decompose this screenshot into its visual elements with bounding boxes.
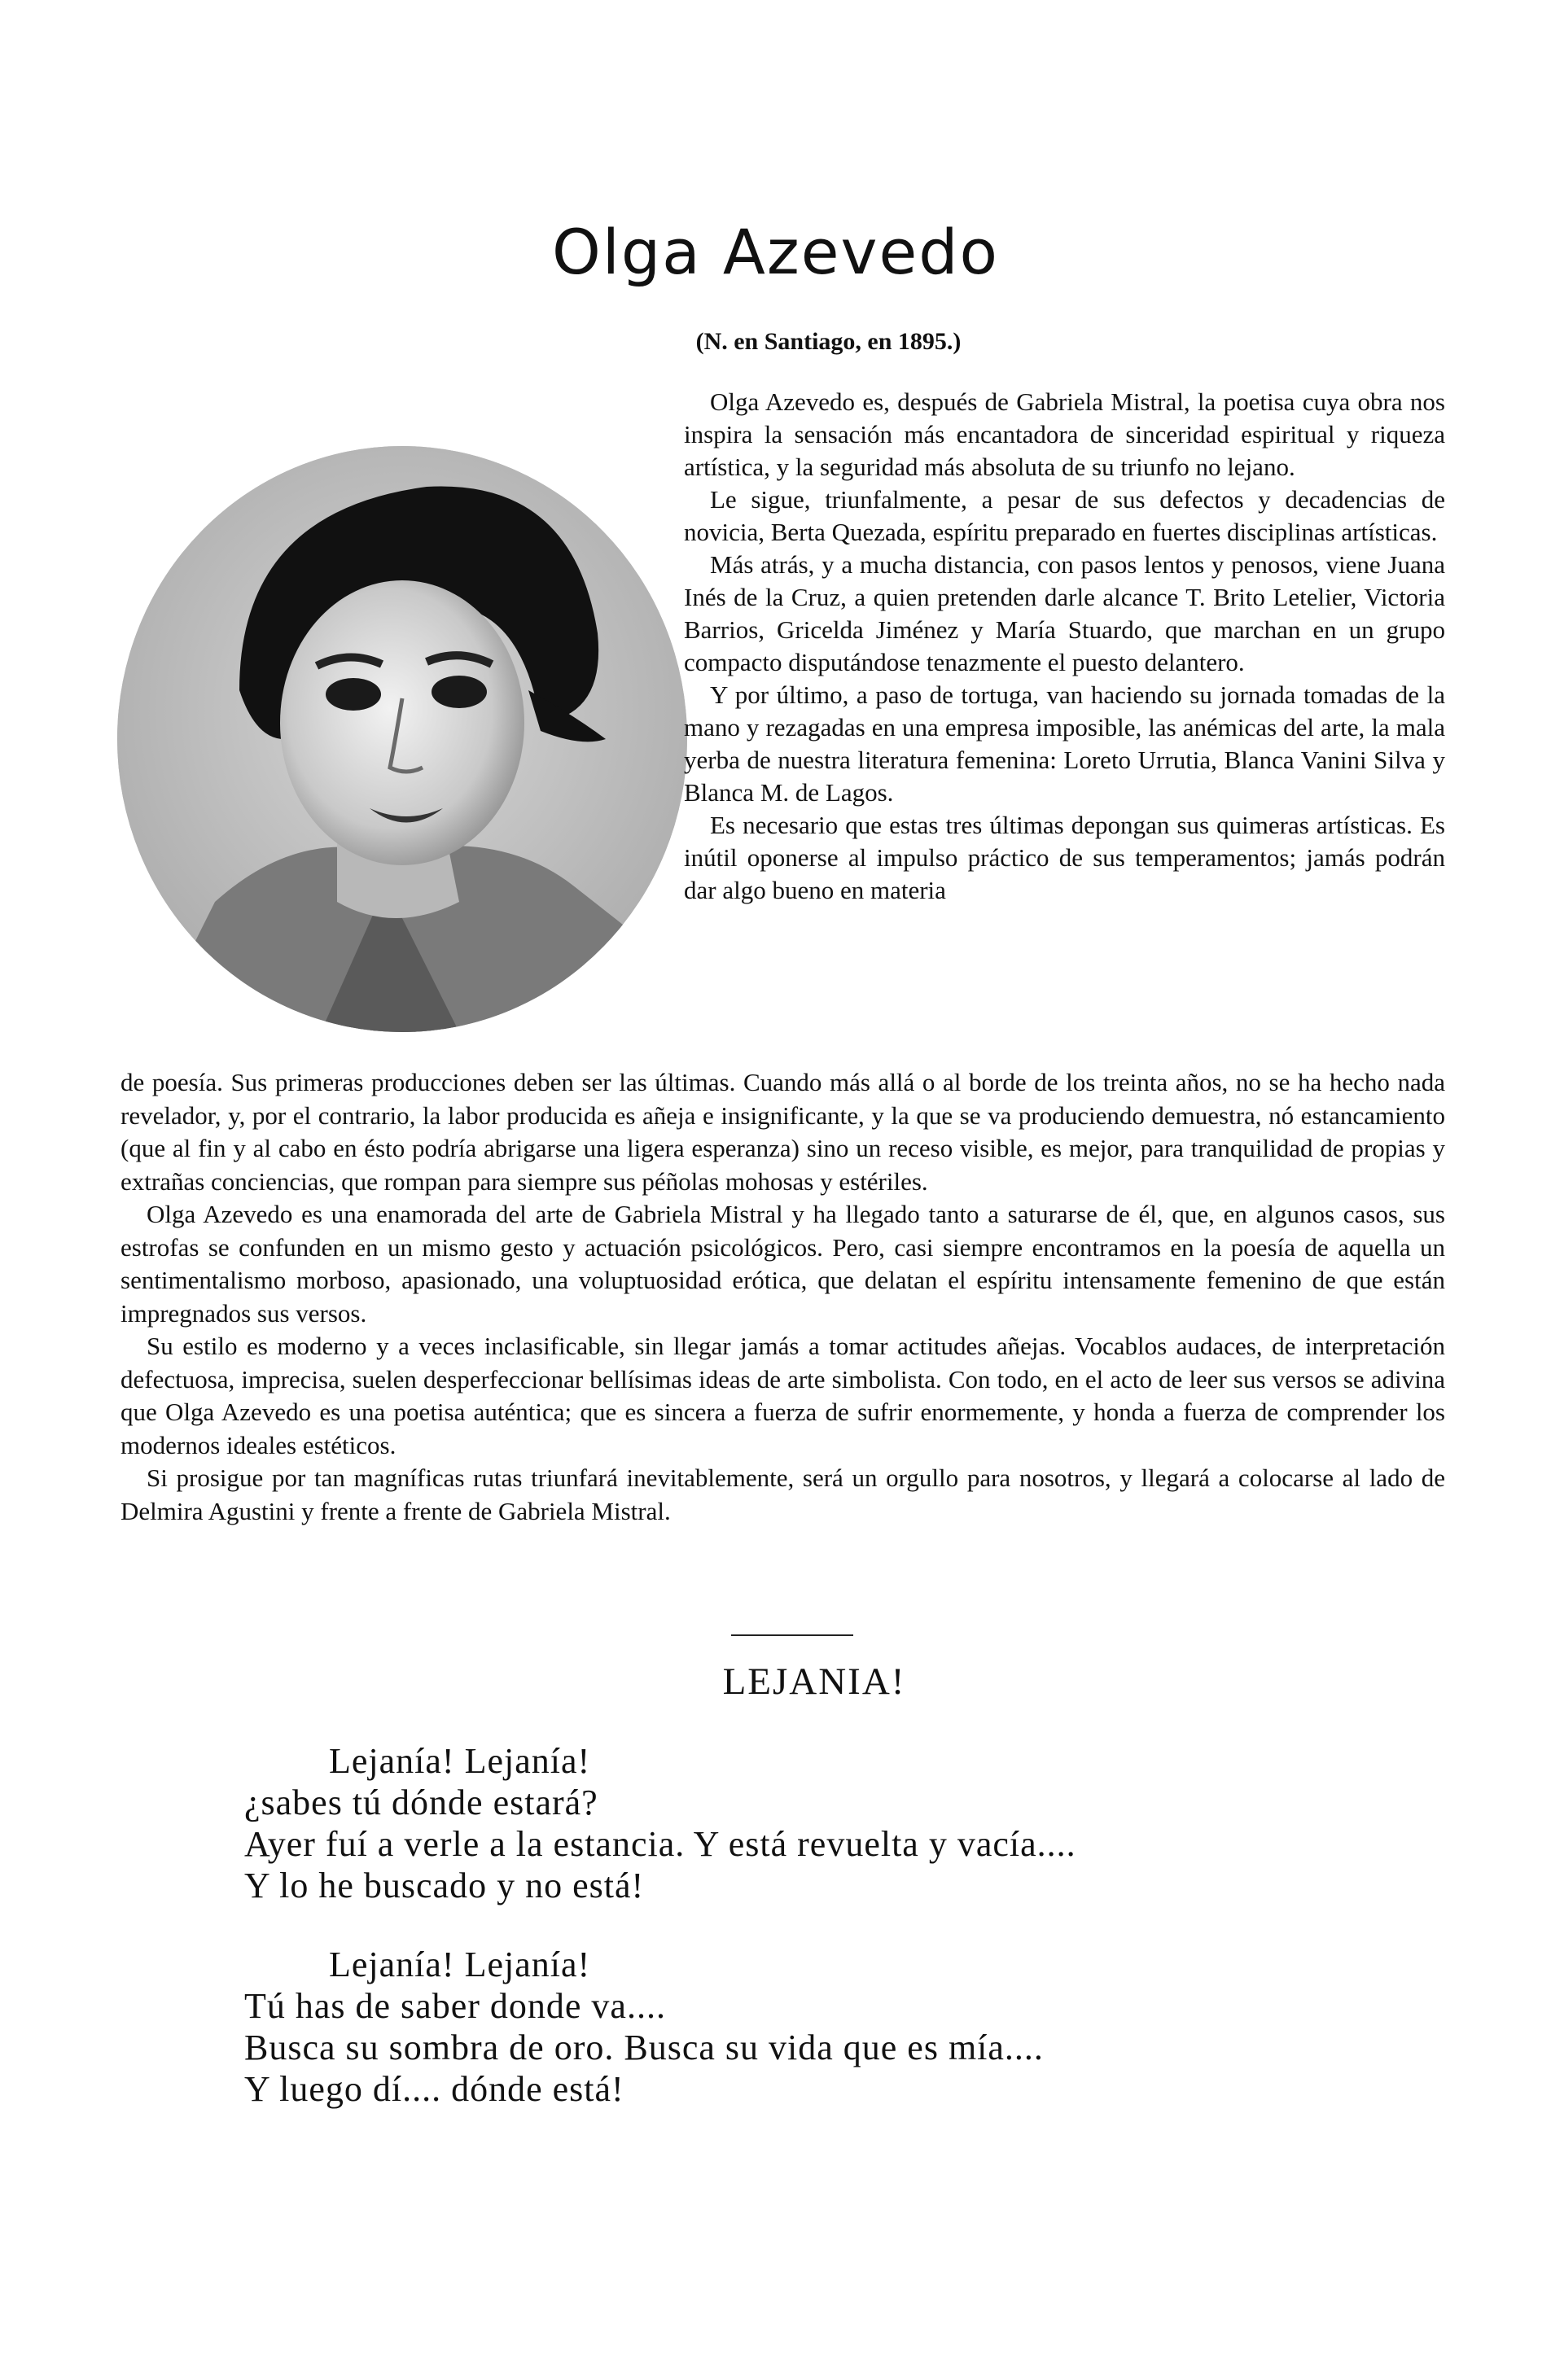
poem-line: Y lo he buscado y no está! bbox=[244, 1866, 645, 1905]
body-column bbox=[120, 1066, 1445, 1528]
poem-stanza bbox=[244, 1740, 1400, 1906]
poem-line: Ayer fuí a verle a la estancia. Y está revuelta y vacía.... bbox=[244, 1824, 1076, 1864]
poem-line: Y luego dí.... dónde está! bbox=[244, 2069, 624, 2109]
poem bbox=[244, 1740, 1400, 2147]
portrait-photo bbox=[117, 446, 687, 1032]
poem-line: Tú has de saber donde va.... bbox=[244, 1986, 666, 2026]
poem-line: ¿sabes tú dónde estará? bbox=[244, 1783, 598, 1822]
birth-note: (N. en Santiago, en 1895.) bbox=[695, 328, 962, 355]
paragraph: Es necesario que estas tres últimas depongan sus quimeras artísticas. Es inútil oponerse al impulso práctico de sus temperamentos; jamás podrán dar algo bueno en materia bbox=[684, 811, 1445, 904]
paragraph: Le sigue, triunfalmente, a pesar de sus defectos y decadencias de novicia, Berta Quezada, espíritu preparado en fuertes disciplinas artísticas. bbox=[684, 485, 1445, 546]
section-divider bbox=[731, 1634, 853, 1636]
paragraph: Su estilo es moderno y a veces inclasificable, sin llegar jamás a tomar actitudes añejas. Vocablos audaces, de interpretación defectuosa, imprecisa, suelen desperfeccionar bellísimas ideas de arte simbolista. Con todo, en el acto de leer sus versos se adivina que Olga Azevedo es una poetisa auténtica; que es sincera a fuerza de sufrir enormemente, y honda a fuerza de comprender los modernos ideales estéticos. bbox=[120, 1332, 1445, 1459]
paragraph: Olga Azevedo es una enamorada del arte de Gabriela Mistral y ha llegado tanto a saturarse de él, que, en algunos casos, sus estrofas se confunden en un mismo gesto y actuación psicológicos. Pero, casi siempre encontramos en la poesía de aquella un sentimentalismo morboso, apasionado, una voluptuosidad erótica, que delatan el espíritu intensamente femenino de que están impregnados sus versos. bbox=[120, 1200, 1445, 1328]
poem-title: LEJANIA! bbox=[722, 1660, 906, 1703]
paragraph-continuation: de poesía. Sus primeras producciones deben ser las últimas. Cuando más allá o al borde de los treinta años, no se ha hecho nada revelador, y, por el contrario, la labor producida es añeja e insignificante, y la que se va produciendo demuestra, nó estancamiento (que al fin y al cabo en ésto podría abrigarse una ligera esperanza) sino un receso visible, es mejor, para tranquilidad de propias y extrañas conciencias, que rompan para siempre sus péñolas mohosas y estériles. bbox=[120, 1068, 1445, 1196]
paragraph: Si prosigue por tan magníficas rutas triunfará inevitablemente, será un orgullo para nosotros, y llegará a colocarse al lado de Delmira Agustini y frente a frente de Gabriela Mistral. bbox=[120, 1463, 1445, 1525]
paragraph: Y por último, a paso de tortuga, van haciendo su jornada tomadas de la mano y rezagadas en una empresa imposible, las anémicas del arte, la mala yerba de nuestra literatura femenina: Loreto Urrutia, Blanca Vanini Silva y Blanca M. de Lagos. bbox=[684, 680, 1445, 807]
paragraph: Más atrás, y a mucha distancia, con pasos lentos y penosos, viene Juana Inés de la Cruz, a quien pretenden darle alcance T. Brito Letelier, Victoria Barrios, Gricelda Jiménez y María Stuardo, que marchan en un grupo compacto disputándose tenazmente el puesto delantero. bbox=[684, 550, 1445, 676]
poem-line: Busca su sombra de oro. Busca su vida que es mía.... bbox=[244, 2028, 1044, 2067]
poem-stanza bbox=[244, 1944, 1400, 2110]
poem-line: Lejanía! Lejanía! bbox=[329, 1945, 591, 1984]
intro-column bbox=[684, 386, 1445, 907]
page-title: Olga Azevedo bbox=[551, 216, 1000, 288]
portrait-illustration bbox=[117, 446, 687, 1032]
poem-line: Lejanía! Lejanía! bbox=[329, 1741, 591, 1781]
paragraph: Olga Azevedo es, después de Gabriela Mistral, la poetisa cuya obra nos inspira la sensación más encantadora de sinceridad espiritual y riqueza artística, y la seguridad más absoluta de su triunfo no lejano. bbox=[684, 387, 1445, 481]
